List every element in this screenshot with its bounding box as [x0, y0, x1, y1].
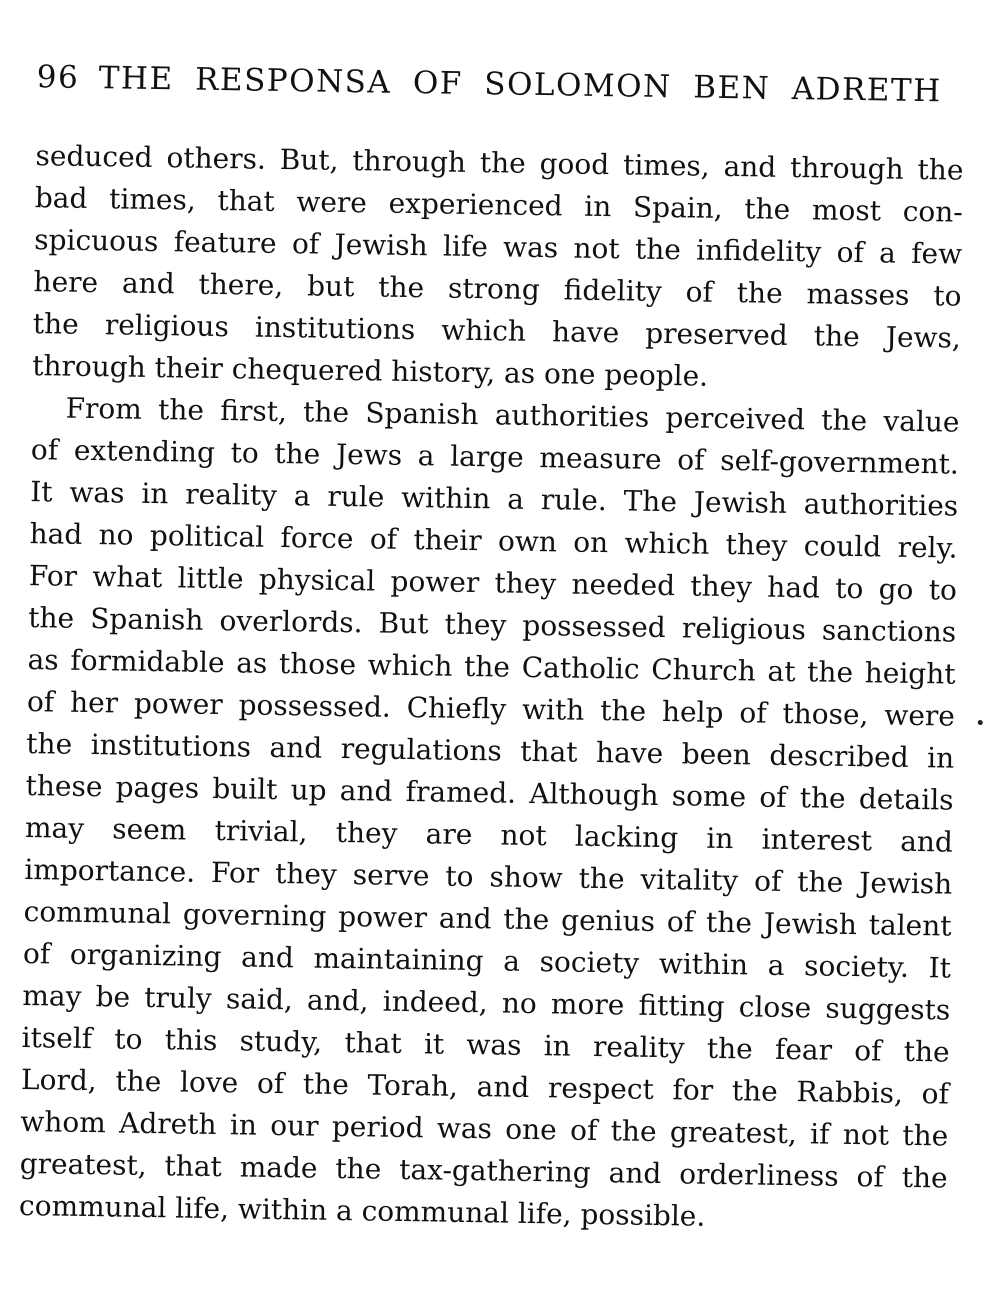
text-line: communal governing power and the genius of the Jewish talent — [23, 895, 952, 943]
page-header — [36, 59, 942, 125]
text-line: importance. For they serve to show the vitality of the Jewish — [24, 853, 953, 901]
body-text — [19, 135, 964, 1241]
text-line: may seem trivial, they are not lacking in interest and — [24, 811, 954, 859]
page-number: 96 — [36, 59, 80, 96]
text-line: these pages built up and framed. Although some of the details — [25, 769, 954, 817]
text-line: communal life, within a communal life, possible. — [18, 1188, 706, 1233]
text-line: through their chequered history, as one people. — [31, 349, 709, 393]
text-line: of extending to the Jews a large measure of self-government. — [30, 433, 960, 481]
text-line: here and there, but the strong fidelity of the masses to — [33, 265, 962, 313]
text-line: may be truly said, and, indeed, no more fitting close suggests — [22, 979, 951, 1027]
text-line: It was in reality a rule within a rule. The Jewish authorities — [30, 475, 959, 523]
running-title: THE RESPONSA OF SOLOMON BEN ADRETH — [98, 60, 942, 110]
text-line: seduced others. But, through the good times, and through the — [35, 139, 964, 187]
text-line: of organizing and maintaining a society within a society. It — [22, 937, 952, 985]
text-line: itself to this study, that it was in reality the fear of the — [21, 1021, 950, 1069]
text-line: spicuous feature of Jewish life was not the infidelity of a few — [33, 223, 963, 271]
ink-speck — [978, 720, 983, 725]
text-line: bad times, that were experienced in Spain, the most con- — [34, 181, 964, 229]
text-line: For what little physical power they needed they had to go to — [28, 559, 958, 607]
text-line: Lord, the love of the Torah, and respect for the Rabbis, of — [20, 1063, 950, 1111]
text-line: greatest, that made the tax-gathering and orderliness of the — [19, 1146, 948, 1195]
paragraph-2 — [19, 387, 960, 1241]
paragraph-1 — [32, 135, 964, 402]
text-line: the Spanish overlords. But they possessed religious sanctions — [28, 601, 957, 649]
text-line: whom Adreth in our period was one of the greatest, if not the — [20, 1104, 949, 1153]
text-line: of her power possessed. Chiefly with the help of those, were — [26, 685, 956, 733]
text-line: the religious institutions which have preserved the Jews, — [32, 307, 962, 355]
text-line: the institutions and regulations that have been described in — [26, 727, 955, 775]
text-line: From the first, the Spanish authorities perceived the value — [65, 391, 960, 439]
text-line: had no political force of their own on which they could rely. — [29, 517, 958, 565]
text-line: as formidable as those which the Catholic Church at the height — [27, 643, 956, 691]
